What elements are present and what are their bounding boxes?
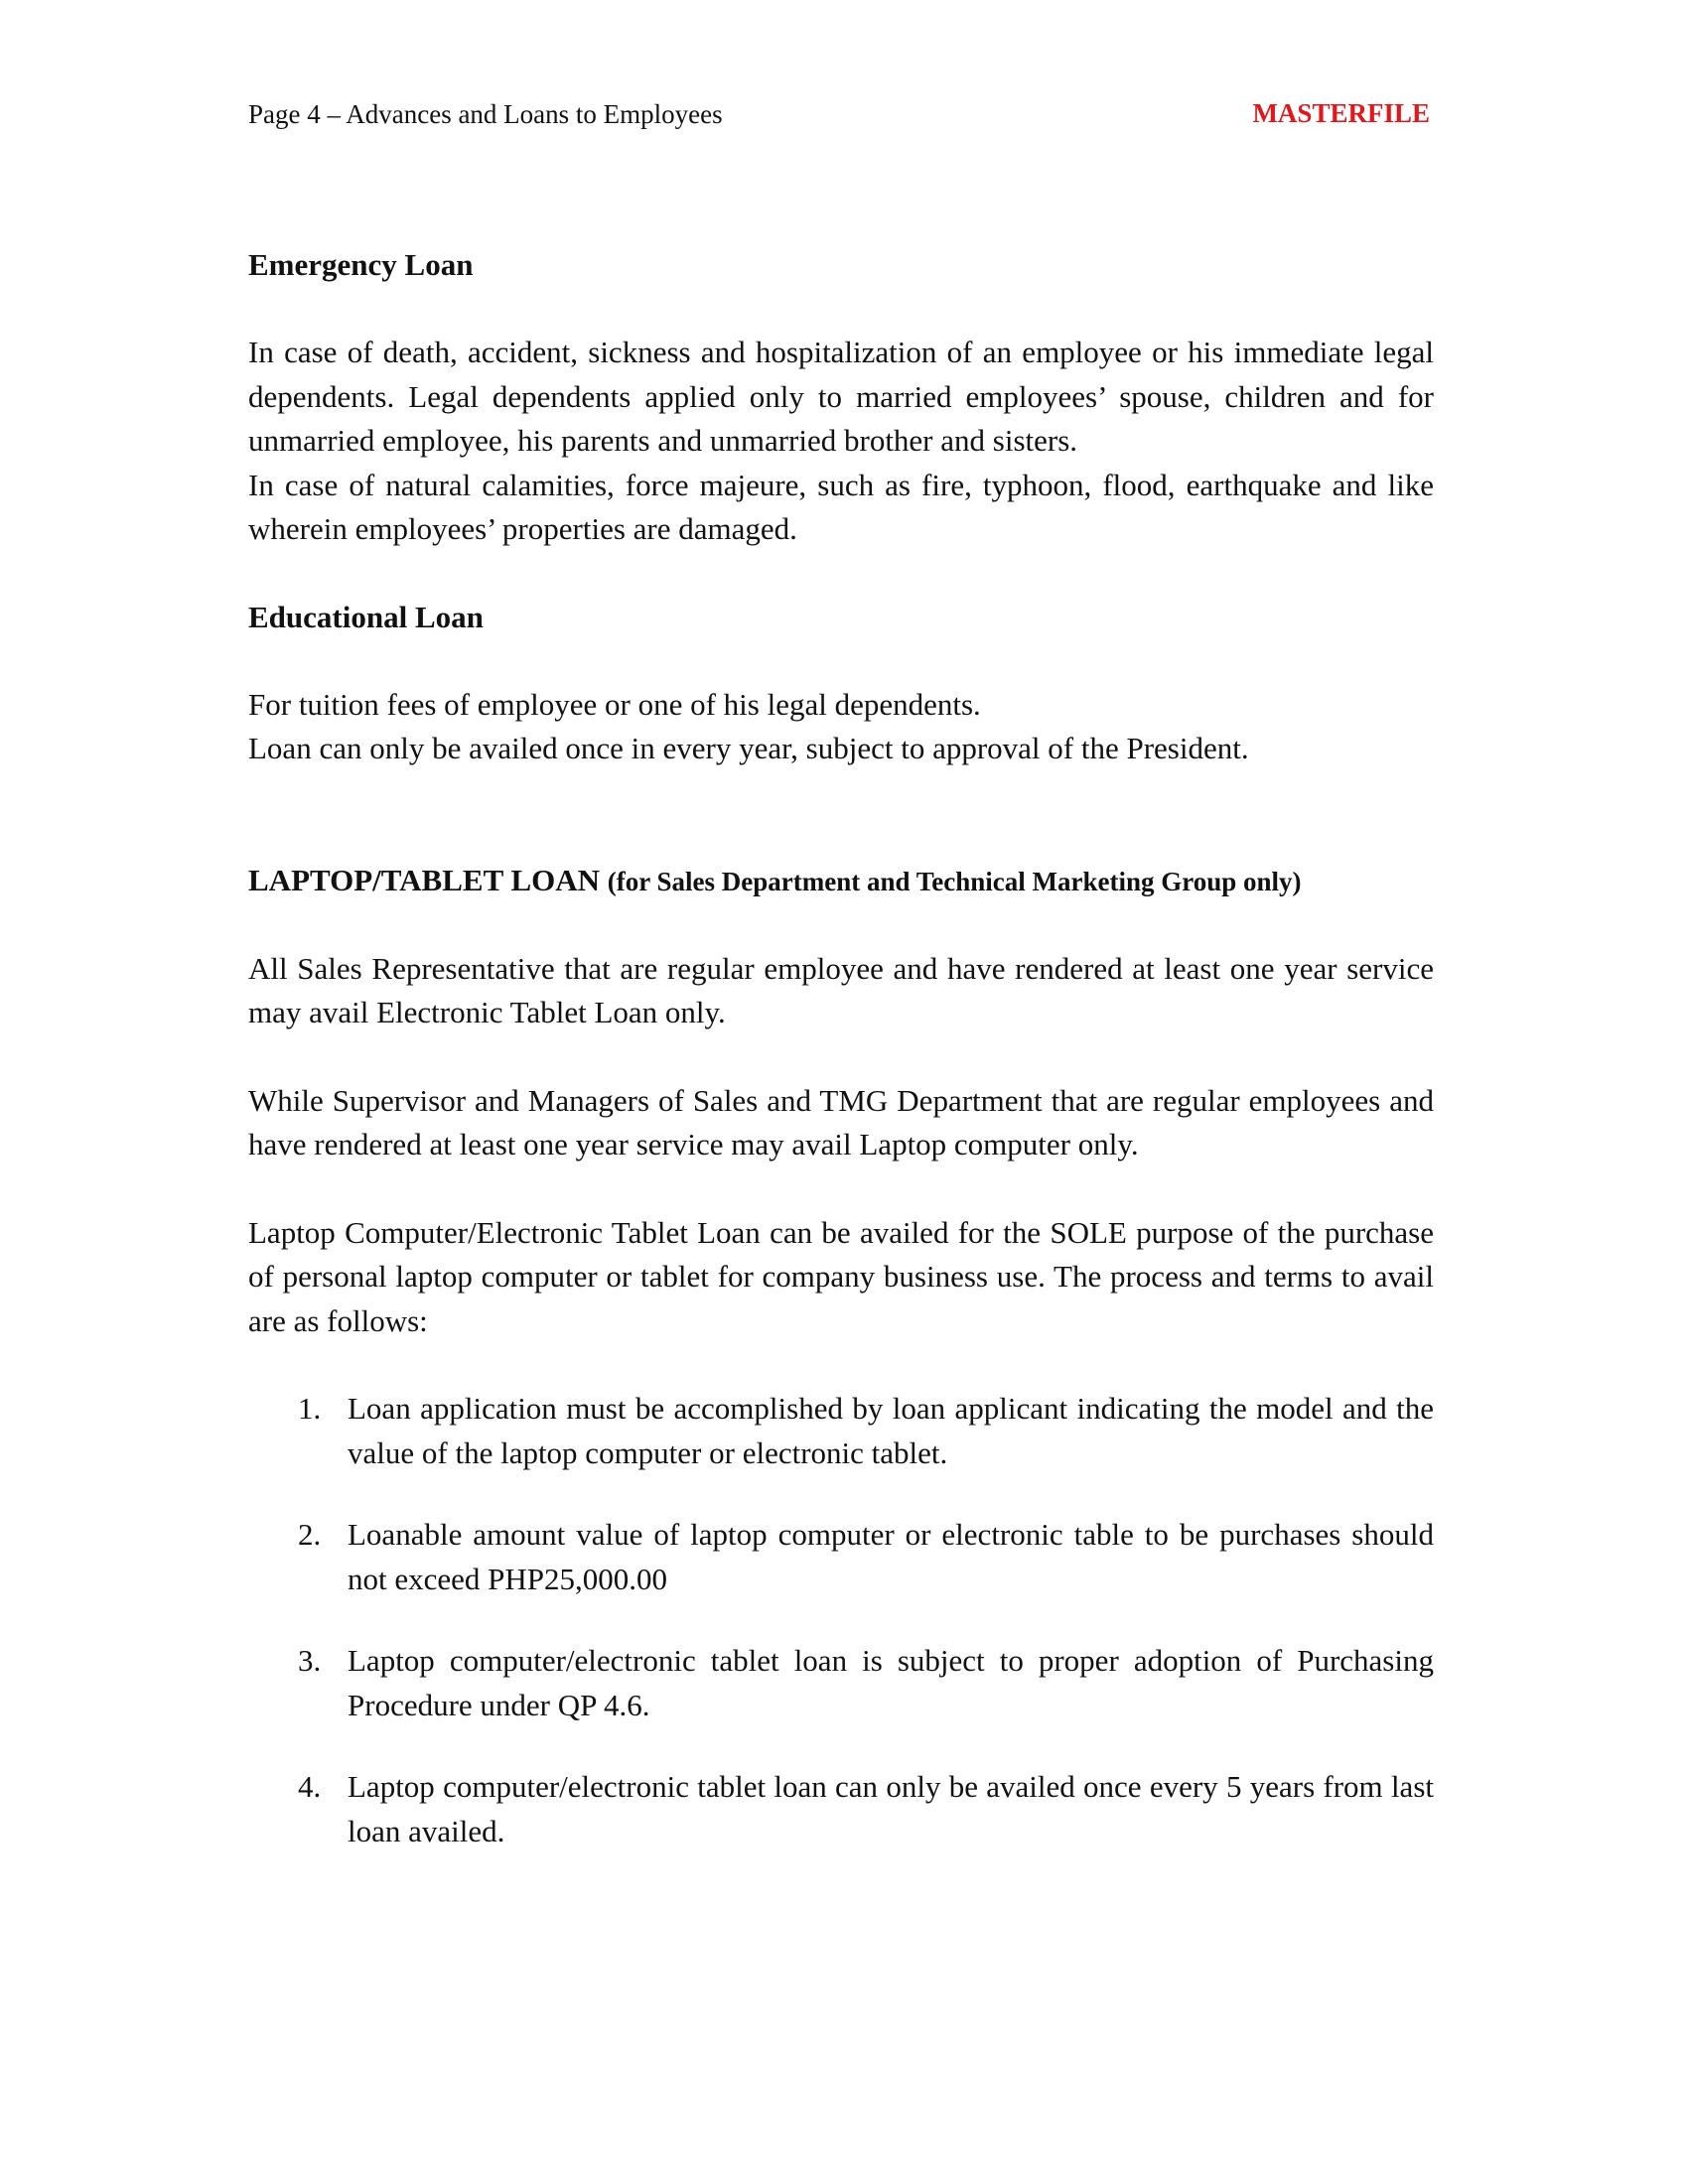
document-body: [248, 243, 1434, 1891]
laptop-loan-paragraph-2: While Supervisor and Managers of Sales and TMG Department that are regular employees and have rendered at least one year service may avail Laptop computer only.: [248, 1082, 1434, 1161]
laptop-tablet-loan-section: [248, 859, 1434, 1854]
educational-loan-line-2: Loan can only be availed once in every year, subject to approval of the President.: [248, 731, 1249, 765]
masterfile-stamp: MASTERFILE: [1252, 98, 1430, 128]
educational-loan-section: [248, 596, 1434, 771]
laptop-loan-terms-list: [248, 1387, 1434, 1853]
list-item-text: Laptop computer/electronic tablet loan is subject to proper adoption of Purchasing Procedure under QP 4.6.: [348, 1643, 1434, 1722]
list-item: [248, 1387, 1434, 1475]
list-number: 3.: [298, 1643, 322, 1678]
educational-loan-line-1: For tuition fees of employee or one of his legal dependents.: [248, 686, 981, 722]
laptop-loan-heading-scope: (for Sales Department and Technical Marketing Group only): [607, 866, 1302, 896]
laptop-loan-heading-main: LAPTOP/TABLET LOAN: [248, 862, 601, 897]
list-number: 2.: [298, 1517, 322, 1552]
list-number: 1.: [298, 1391, 322, 1426]
list-item-text: Loanable amount value of laptop computer or electronic table to be purchases should not exceed PHP25,000.00: [348, 1517, 1434, 1596]
list-item: [248, 1513, 1434, 1601]
list-item: [248, 1639, 1434, 1727]
page-header-title: Page 4 – Advances and Loans to Employees: [248, 99, 723, 129]
list-item-text: Loan application must be accomplished by loan applicant indicating the model and the value of the laptop computer or electronic tablet.: [348, 1391, 1434, 1470]
list-number: 4.: [298, 1769, 322, 1804]
laptop-loan-paragraph-1: All Sales Representative that are regular employee and have rendered at least one year service may avail Electronic Tablet Loan only.: [248, 950, 1434, 1029]
list-item: [248, 1765, 1434, 1853]
list-item-text: Laptop computer/electronic tablet loan can only be availed once every 5 years from last loan availed.: [348, 1769, 1434, 1848]
emergency-loan-section: [248, 243, 1434, 552]
laptop-loan-heading: [248, 859, 1434, 903]
emergency-loan-paragraph-2: In case of natural calamities, force majeure, such as fire, typhoon, flood, earthquake and like wherein employees’ properties are damaged.: [248, 467, 1434, 546]
educational-loan-heading: Educational Loan: [248, 599, 484, 634]
laptop-loan-paragraph-3: Laptop Computer/Electronic Tablet Loan can be availed for the SOLE purpose of the purchase of personal laptop computer or tablet for company business use. The process and terms to avail are as follows:: [248, 1214, 1434, 1338]
emergency-loan-paragraph-1: In case of death, accident, sickness and hospitalization of an employee or his immediate legal dependents. Legal dependents applied only to married employees’ spouse, children and for unmarried employee, his parents and unmarried brother and sisters.: [248, 335, 1434, 458]
emergency-loan-heading: Emergency Loan: [248, 247, 474, 282]
